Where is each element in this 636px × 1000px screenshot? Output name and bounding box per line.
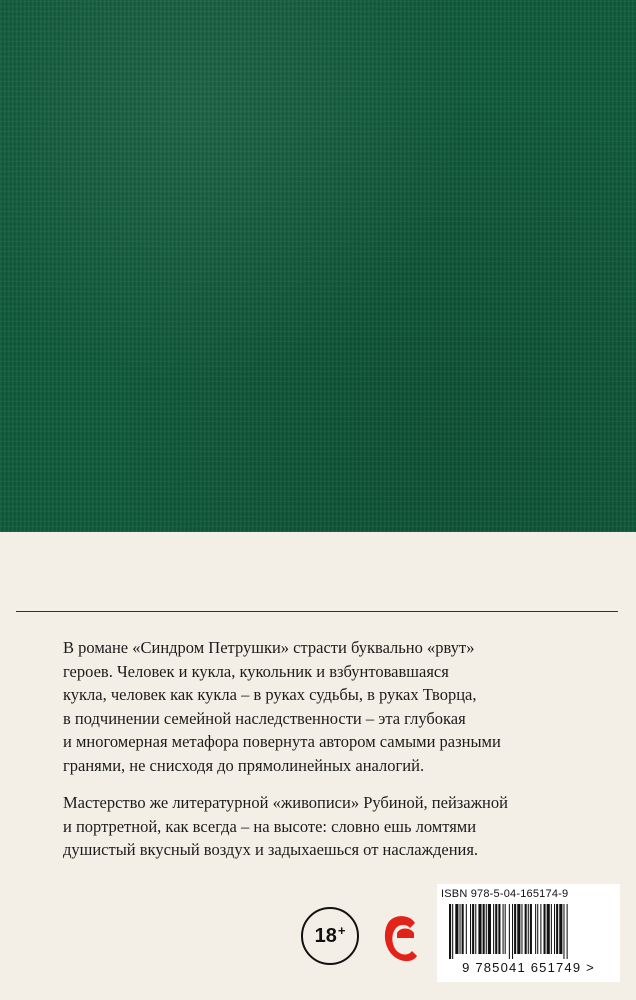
barcode-bar [556, 904, 558, 954]
barcode-bar [478, 904, 481, 954]
barcode-bar [551, 904, 552, 954]
barcode-bar [517, 904, 520, 954]
age-rating-badge [301, 907, 359, 965]
barcode-bar [544, 904, 546, 954]
text-line: кукла, человек как кукла – в руках судьбы, в руках Творца, [63, 685, 477, 704]
barcode-bar [455, 904, 458, 954]
barcode-bar [559, 904, 562, 954]
barcode-bar [540, 904, 541, 954]
text-line: гранями, не снисходя до прямолинейных аналогий. [63, 755, 425, 775]
age-rating-plus: + [337, 922, 346, 938]
description-paragraph-1 [63, 636, 583, 777]
barcode-bar [521, 904, 522, 954]
barcode-bar [547, 904, 550, 954]
isbn-barcode-box [437, 884, 620, 982]
barcode-bar [530, 904, 532, 954]
barcode-bar [495, 904, 497, 954]
barcode-bar [472, 904, 474, 954]
barcode-bar [509, 904, 510, 959]
barcode-bar [535, 904, 536, 954]
barcode-bar [537, 904, 538, 954]
barcode-bar [483, 904, 485, 954]
text-line: душистый вкусный воздух и задыхаешься от наслаждения. [63, 840, 479, 859]
barcode-bar [498, 904, 500, 954]
isbn-label: ISBN 978-5-04-165174-9 [441, 888, 569, 900]
barcode-bar [475, 904, 476, 954]
barcode-bar [505, 904, 506, 954]
description-paragraph-2 [63, 791, 583, 862]
text-line: в подчинении семейной наследственности – эта глубокая [63, 708, 466, 728]
barcode-bar [563, 904, 564, 959]
text-line: и портретной, как всегда – на высоте: словно ешь ломтями [63, 816, 477, 836]
barcode-bar [460, 904, 461, 954]
text-line: Мастерство же литературной «живописи» Рубиной, пейзажной [63, 793, 508, 812]
text-line: и многомерная метафора повернута автором самыми разными [63, 732, 501, 751]
barcode-bar [470, 904, 471, 954]
barcode-bar [525, 904, 527, 954]
barcode-bar [567, 904, 568, 959]
age-rating-number: 18 [314, 924, 337, 947]
barcode-bar [466, 904, 467, 954]
barcode-bar [488, 904, 491, 954]
text-line: В романе «Синдром Петрушки» страсти буквально «рвут» [63, 638, 475, 657]
barcode-bar [503, 904, 504, 954]
eksmo-logo-icon [382, 911, 420, 965]
barcode-bar [554, 904, 555, 954]
description-text [63, 636, 583, 862]
text-line: героев. Человек и кукла, кукольник и взбунтовавшаяся [63, 661, 449, 681]
barcode-bar [512, 904, 513, 959]
barcode-digits: 9 785041 651749 > [462, 960, 595, 975]
horizontal-divider [16, 611, 618, 612]
barcode-bar [462, 904, 464, 954]
barcode-bar [486, 904, 487, 954]
barcode-bar [452, 904, 453, 959]
barcode-icon [447, 904, 611, 959]
barcode-bar [449, 904, 451, 959]
barcode-bar [528, 904, 529, 954]
barcode-bar [514, 904, 516, 954]
barcode-bar [493, 904, 494, 954]
